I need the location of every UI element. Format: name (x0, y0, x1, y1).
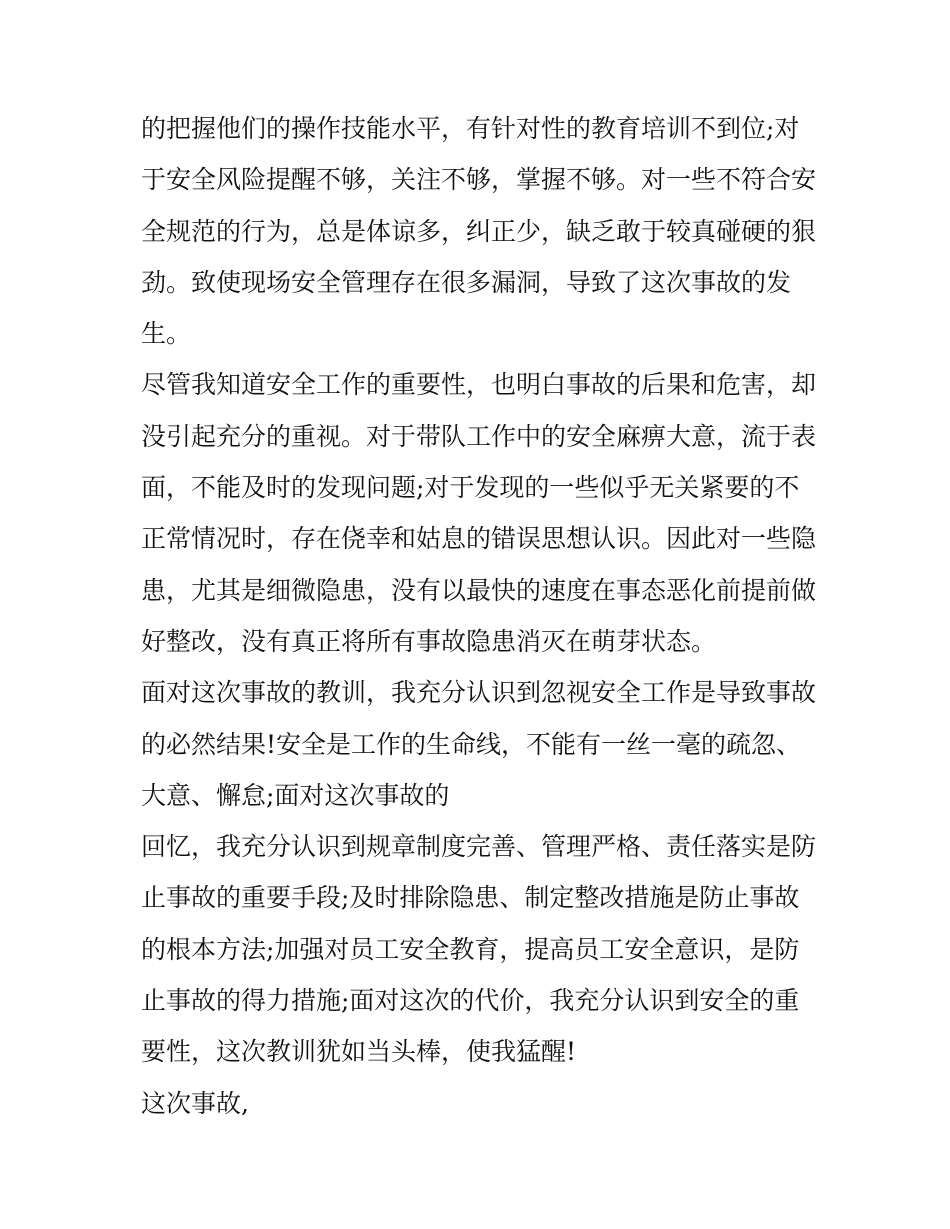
text-line: 的把握他们的操作技能水平，有针对性的教育培训不到位;对 (141, 114, 800, 143)
text-line: 好整改，没有真正将所有事故隐患消灭在萌芽状态。 (141, 626, 717, 656)
text-line: 生。 (141, 319, 192, 349)
text-line: 没引起充分的重视。对于带队工作中的安全麻痹大意，流于表 (141, 421, 817, 451)
text-line: 正常情况时，存在侥幸和姑息的错误思想认识。因此对一些隐 (141, 524, 817, 554)
text-line: 全规范的行为，总是体谅多，纠正少，缺乏敢于较真碰硬的狠 (141, 216, 817, 246)
text-line: 的必然结果!安全是工作的生命线，不能有一丝一毫的疏忽、 (141, 729, 802, 759)
text-line: 患，尤其是细微隐患，没有以最快的速度在事态恶化前提前做 (141, 575, 817, 605)
document-body (141, 103, 821, 1129)
text-line: 尽管我知道安全工作的重要性，也明白事故的后果和危害，却 (141, 370, 817, 400)
text-line: 劲。致使现场安全管理存在很多漏洞，导致了这次事故的发 (141, 267, 792, 297)
text-line: 大意、懈怠;面对这次事故的 (141, 780, 450, 810)
text-line: 止事故的重要手段;及时排除隐患、制定整改措施是防止事故 (141, 883, 800, 913)
text-line: 面对这次事故的教训，我充分认识到忽视安全工作是导致事故 (141, 678, 817, 708)
text-line: 要性，这次教训犹如当头棒，使我猛醒! (141, 1037, 577, 1067)
text-line: 于安全风险提醒不够，关注不够，掌握不够。对一些不符合安 (141, 165, 817, 195)
text-line: 回忆，我充分认识到规章制度完善、管理严格、责任落实是防 (141, 832, 817, 862)
text-line: 止事故的得力措施;面对这次的代价，我充分认识到安全的重 (141, 986, 800, 1016)
text-line: 的根本方法;加强对员工安全教育，提高员工安全意识，是防 (141, 934, 800, 964)
text-line: 面，不能及时的发现问题;对于发现的一些似乎无关紧要的不 (141, 473, 800, 503)
text-line: 这次事故, (141, 1088, 249, 1118)
